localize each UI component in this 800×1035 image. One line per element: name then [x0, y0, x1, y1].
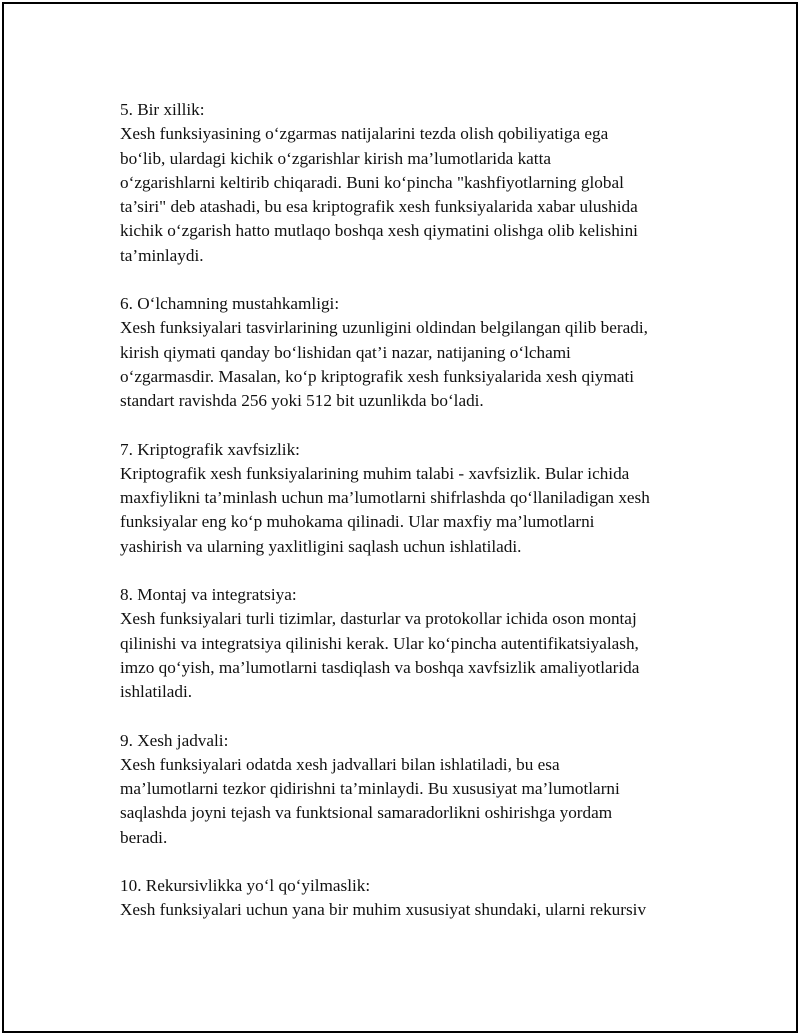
paragraph-line: saqlashda joyni tejash va funktsional samaradorlikni oshirishga yordam	[120, 803, 613, 823]
paragraph-line: ta’minlaydi.	[120, 245, 204, 265]
section-bir-xillik	[120, 98, 700, 268]
page-frame	[2, 2, 798, 1033]
section-kriptografik-xavfsizlik	[120, 438, 700, 559]
paragraph-line: Xesh funksiyalari turli tizimlar, dasturlar va protokollar ichida oson montaj	[120, 609, 637, 629]
paragraph-line: imzo qo‘yish, ma’lumotlarni tasdiqlash va boshqa xavfsizlik amaliyotlarida	[120, 657, 640, 677]
paragraph-line: funksiyalar eng ko‘p muhokama qilinadi. Ular maxfiy ma’lumotlarni	[120, 512, 595, 532]
paragraph-line: Xesh funksiyasining o‘zgarmas natijalarini tezda olish qobiliyatiga ega	[120, 124, 609, 144]
section-rekursivlikka-yol-qoyilmaslik	[120, 874, 700, 923]
section-heading: 9. Xesh jadvali:	[120, 730, 229, 750]
paragraph-line: Xesh funksiyalari uchun yana bir muhim xususiyat shundaki, ularni rekursiv	[120, 900, 647, 920]
paragraph-line: ta’siri" deb atashadi, bu esa kriptografik xesh funksiyalarida xabar ulushida	[120, 197, 638, 216]
document-body	[120, 98, 700, 947]
paragraph-line: qilinishi va integratsiya qilinishi kerak. Ular ko‘pincha autentifikatsiyalash,	[120, 633, 639, 653]
paragraph-line: maxfiylikni ta’minlash uchun ma’lumotlarni shifrlashda qo‘llaniladigan xesh	[120, 488, 650, 507]
section-montaj-va-integratsiya	[120, 583, 700, 704]
section-heading: 6. O‘lchamning mustahkamligi:	[120, 294, 340, 313]
paragraph-line: yashirish va ularning yaxlitligini saqlash uchun ishlatiladi.	[120, 536, 522, 556]
paragraph-line: kirish qiymati qanday bo‘lishidan qat’i nazar, natijaning o‘lchami	[120, 342, 571, 362]
paragraph-line: beradi.	[120, 827, 168, 847]
section-xesh-jadvali	[120, 729, 700, 850]
paragraph-line: Kriptografik xesh funksiyalarining muhim talabi - xavfsizlik. Bular ichida	[120, 463, 630, 483]
paragraph-line: Xesh funksiyalari tasvirlarining uzunligini oldindan belgilangan qilib beradi,	[120, 318, 648, 338]
paragraph-line: o‘zgarmasdir. Masalan, ko‘p kriptografik xesh funksiyalarida xesh qiymati	[120, 366, 635, 386]
paragraph-line: o‘zgarishlarni keltirib chiqaradi. Buni ko‘pincha "kashfiyotlarning global	[120, 172, 624, 192]
section-heading: 8. Montaj va integratsiya:	[120, 585, 297, 604]
section-heading: 10. Rekursivlikka yo‘l qo‘yilmaslik:	[120, 876, 371, 895]
section-olchamning-mustahkamligi	[120, 292, 700, 413]
section-heading: 7. Kriptografik xavfsizlik:	[120, 439, 300, 459]
section-heading: 5. Bir xillik:	[120, 100, 205, 119]
paragraph-line: Xesh funksiyalari odatda xesh jadvallari bilan ishlatiladi, bu esa	[120, 754, 560, 774]
paragraph-line: kichik o‘zgarish hatto mutlaqo boshqa xesh qiymatini olishga olib kelishini	[120, 221, 638, 241]
paragraph-line: standart ravishda 256 yoki 512 bit uzunlikda bo‘ladi.	[120, 391, 484, 410]
paragraph-line: ishlatiladi.	[120, 682, 193, 701]
paragraph-line: ma’lumotlarni tezkor qidirishni ta’minlaydi. Bu xususiyat ma’lumotlarni	[120, 779, 620, 798]
paragraph-line: bo‘lib, ulardagi kichik o‘zgarishlar kirish ma’lumotlarida katta	[120, 148, 551, 168]
